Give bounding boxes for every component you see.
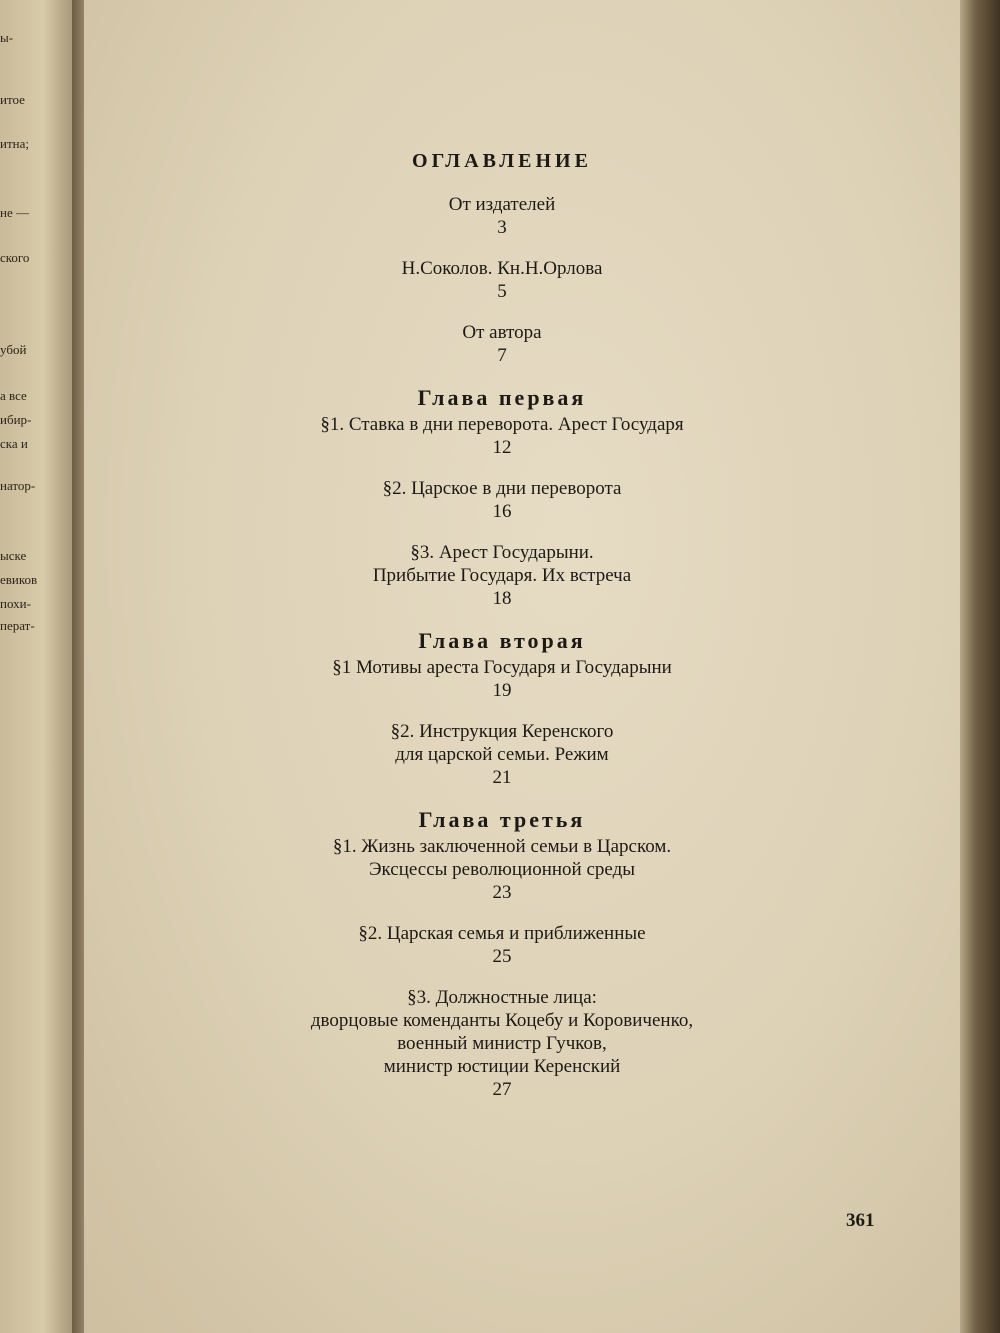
page-edge: [960, 0, 1000, 1333]
toc-entry-title: Н.Соколов. Кн.Н.Орлова: [401, 258, 603, 279]
toc-entry[interactable]: [84, 720, 920, 789]
toc-entry-title: §3. Арест Государыни.: [410, 542, 594, 563]
toc-entry[interactable]: [84, 193, 920, 239]
toc-entry-page: 7: [497, 345, 507, 366]
chapter-heading: Глава первая: [417, 385, 587, 410]
toc-entry[interactable]: [84, 477, 920, 523]
left-page-fragment: натор-: [0, 478, 36, 493]
left-page-fragment: ы-: [0, 30, 14, 45]
toc-entry-title: Эксцессы революционной среды: [368, 859, 636, 880]
toc-entry[interactable]: [84, 541, 920, 610]
right-page: [84, 0, 960, 1333]
toc-entry[interactable]: [84, 986, 920, 1101]
left-page-fragment: ского: [0, 250, 30, 265]
left-page-fragment: похи-: [0, 596, 31, 611]
page-number: 361: [846, 1210, 875, 1231]
front-matter: [84, 193, 920, 367]
toc-entry-page: 27: [492, 1079, 512, 1100]
left-page-fragment: перат-: [0, 618, 35, 633]
toc-entry-page: 23: [492, 882, 512, 903]
chapter-heading: Глава вторая: [418, 628, 586, 653]
toc-entry-title: §1. Жизнь заключенной семьи в Царском.: [332, 836, 672, 857]
left-page-fragment: ибир-: [0, 412, 32, 427]
toc-entry-title: §1. Ставка в дни переворота. Арест Государя: [320, 414, 684, 435]
toc-entry-title: От издателей: [448, 194, 556, 215]
toc-entry-page: 3: [497, 217, 507, 238]
toc-entry[interactable]: [84, 257, 920, 303]
left-page-fragment: убой: [0, 342, 27, 357]
left-page-fragment: итна;: [0, 136, 29, 151]
toc-entry-page: 21: [492, 767, 512, 788]
toc-entry[interactable]: [84, 413, 920, 459]
left-page-fragment: ыске: [0, 548, 27, 563]
toc-entry-title: От автора: [462, 322, 542, 343]
toc-entry-title: §3. Должностные лица:: [407, 987, 597, 1008]
toc-entry-page: 18: [492, 588, 512, 609]
toc-entry-page: 12: [492, 437, 512, 458]
left-page-fragment: итое: [0, 92, 25, 107]
toc-entry-title: Прибытие Государя. Их встреча: [372, 565, 632, 586]
chapters: [84, 385, 920, 1101]
toc-entry-page: 16: [492, 501, 512, 522]
toc-entry[interactable]: [84, 656, 920, 702]
toc-entry-page: 25: [492, 946, 512, 967]
toc-entry[interactable]: [84, 835, 920, 904]
toc-title: ОГЛАВЛЕНИЕ: [412, 150, 592, 172]
left-page: [0, 0, 72, 1333]
left-page-fragment: евиков: [0, 572, 38, 587]
toc-entry-title: для царской семьи. Режим: [395, 744, 609, 765]
toc-entry-title: §2. Царская семья и приближенные: [358, 923, 646, 944]
left-page-fragment: не —: [0, 205, 29, 220]
toc-entry-title: военный министр Гучков,: [397, 1033, 607, 1054]
toc-entry-title: §2. Царское в дни переворота: [382, 478, 622, 499]
table-of-contents: [84, 150, 920, 1119]
toc-entry-title: министр юстиции Керенский: [383, 1056, 621, 1077]
chapter-heading: Глава третья: [418, 807, 586, 832]
toc-entry-title: §1 Мотивы ареста Государя и Государыни: [332, 657, 672, 678]
toc-entry[interactable]: [84, 321, 920, 367]
toc-entry-title: дворцовые коменданты Коцебу и Коровиченко,: [310, 1010, 694, 1031]
toc-entry-page: 19: [492, 680, 512, 701]
left-page-fragment: а все: [0, 388, 27, 403]
toc-entry-page: 5: [497, 281, 507, 302]
left-page-fragment: ска и: [0, 436, 28, 451]
toc-entry-title: §2. Инструкция Керенского: [390, 721, 614, 742]
toc-entry[interactable]: [84, 922, 920, 968]
